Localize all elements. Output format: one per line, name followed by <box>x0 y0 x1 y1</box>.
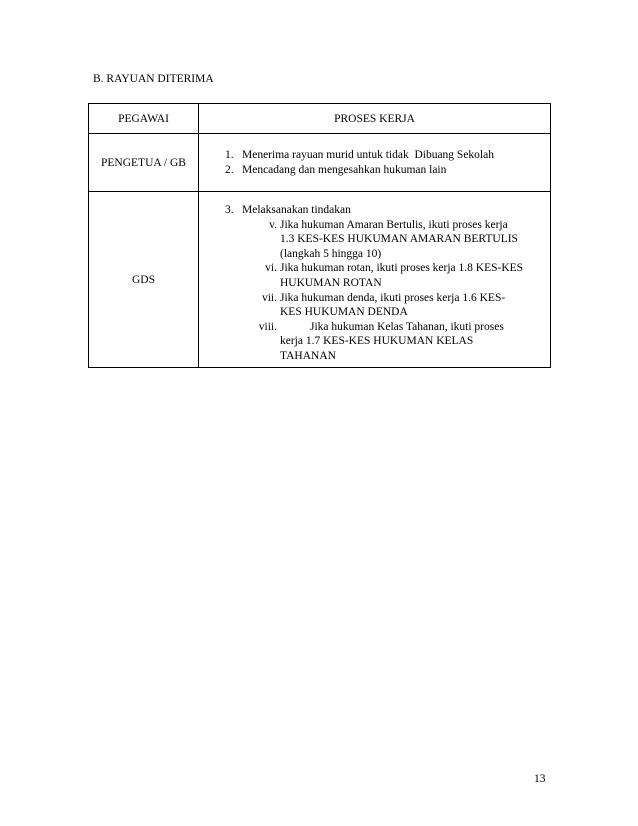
list-item <box>225 148 550 163</box>
sub-list-item <box>257 218 550 262</box>
item-text: Menerima rayuan murid untuk tidak Dibuang Sekolah <box>242 148 494 161</box>
header-pegawai: PEGAWAI <box>89 104 199 134</box>
sub-list-item <box>257 261 550 290</box>
item-text: Melaksanakan tindakan <box>242 204 351 216</box>
list-item <box>225 163 550 178</box>
item-number: 2. <box>225 163 234 176</box>
sub-item-number: vii. <box>261 291 277 304</box>
sub-item-number: vi. <box>265 262 277 275</box>
sub-item-line: kerja 1.7 KES-KES HUKUMAN KELAS <box>280 335 474 348</box>
sub-item-line: Jika hukuman rotan, ikuti proses kerja 1.8 KES-KES <box>280 262 524 275</box>
item-text: Mencadang dan mengesahkan hukuman lain <box>242 163 447 176</box>
process-table <box>88 103 551 368</box>
sub-item-line: (langkah 5 hingga 10) <box>280 247 382 260</box>
process-cell <box>199 134 551 192</box>
role-cell: PENGETUA / GB <box>89 134 199 192</box>
sub-item-line: Jika hukuman Kelas Tahanan, ikuti proses <box>310 320 504 333</box>
table-header-row <box>89 104 551 134</box>
item-number: 3. <box>225 204 234 216</box>
sub-item-line: Jika hukuman denda, ikuti proses kerja 1.6 KES- <box>280 291 506 304</box>
sub-item-line: TAHANAN <box>280 349 336 362</box>
sub-item-number: viii. <box>258 320 277 333</box>
role-cell: GDS <box>89 192 199 368</box>
sub-item-line: KES HUKUMAN DENDA <box>280 306 408 319</box>
process-cell <box>199 192 551 368</box>
sub-item-line: 1.3 KES-KES HUKUMAN AMARAN BERTULIS <box>280 233 518 246</box>
table-row <box>89 134 551 192</box>
item-number: 1. <box>225 148 234 161</box>
list-item <box>225 203 550 218</box>
sub-item-number: v. <box>269 218 277 231</box>
sub-item-line: Jika hukuman Amaran Bertulis, ikuti proses kerja <box>280 218 508 231</box>
section-heading: B. RAYUAN DITERIMA <box>93 73 214 85</box>
page-number: 13 <box>534 773 546 785</box>
table-row <box>89 192 551 368</box>
sub-list-item <box>257 291 550 320</box>
sub-list-item <box>257 320 550 364</box>
header-proses-kerja: PROSES KERJA <box>199 104 551 134</box>
sub-item-line: HUKUMAN ROTAN <box>280 276 382 289</box>
